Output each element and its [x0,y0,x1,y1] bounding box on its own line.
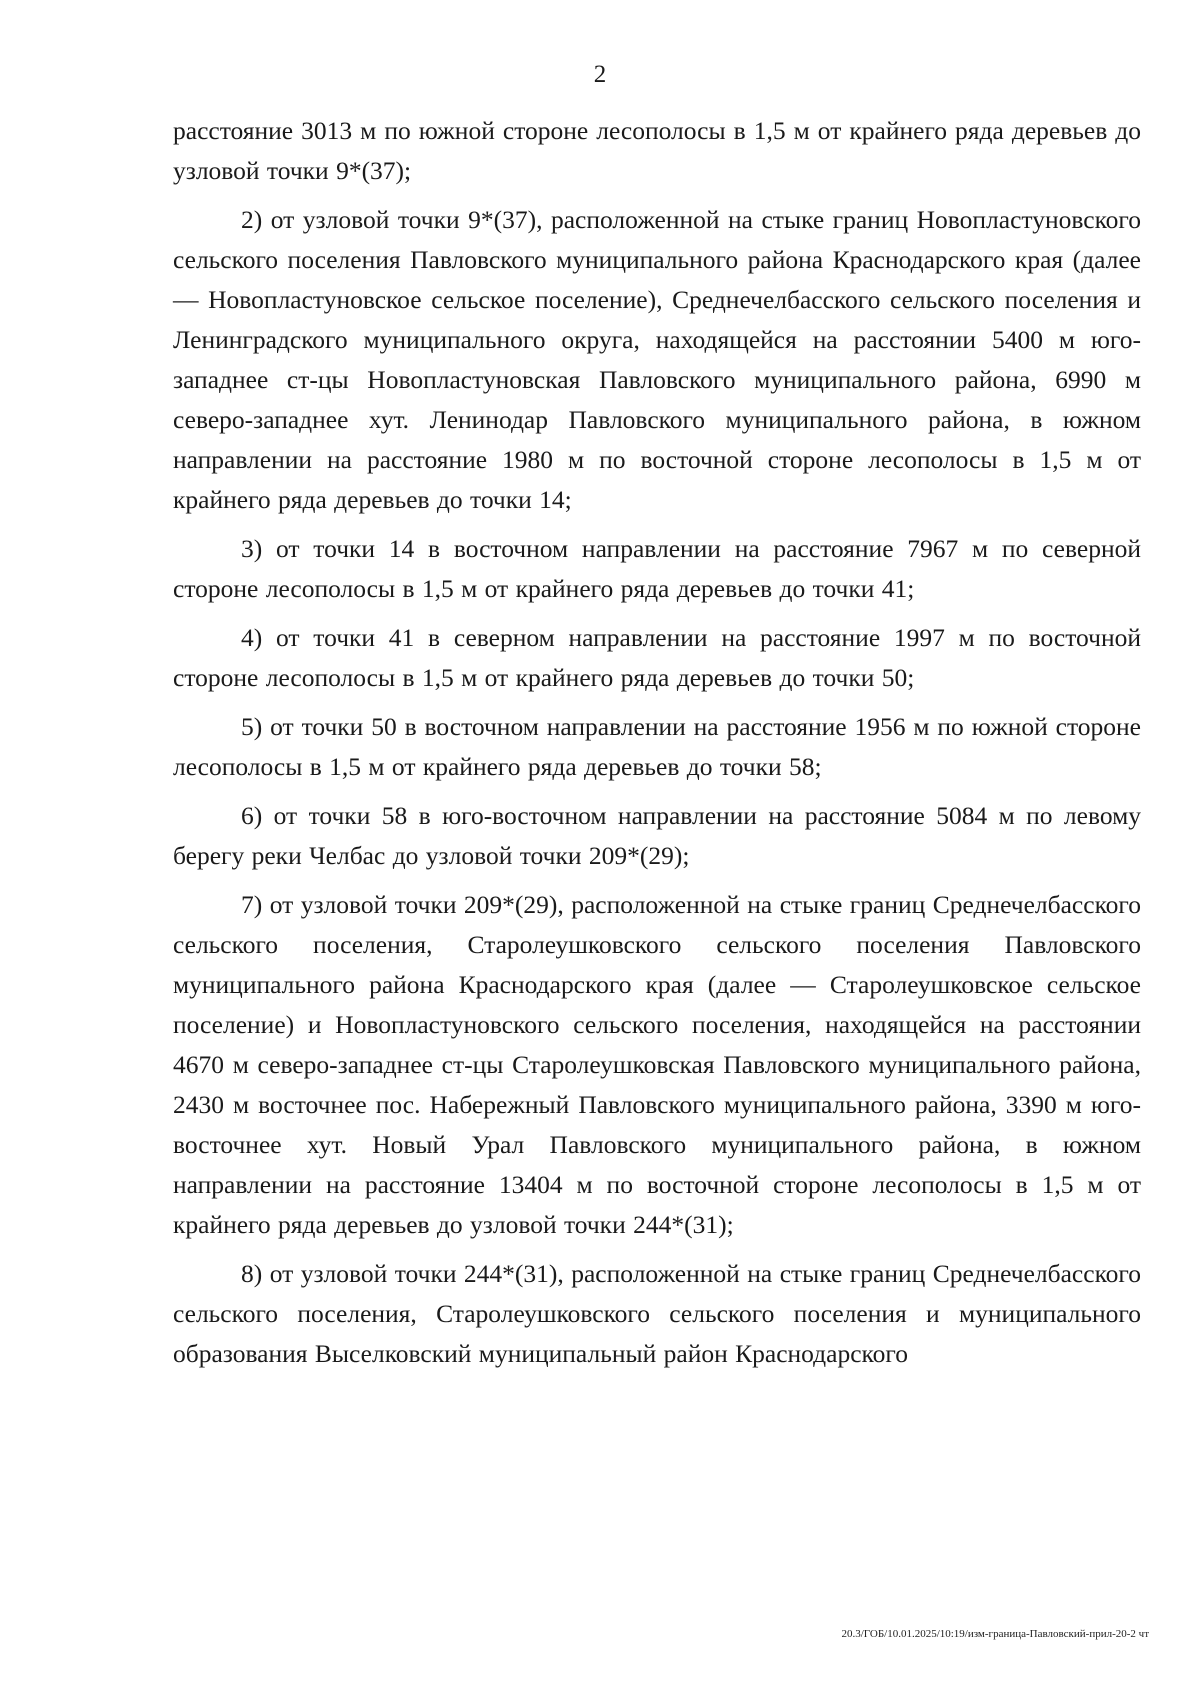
document-footer-code: 20.3/ГОБ/10.01.2025/10:19/изм-граница-Павловский-прил-20-2 чт [841,1628,1149,1640]
page-number: 2 [593,61,607,88]
paragraph-continuation: расстояние 3013 м по южной стороне лесополосы в 1,5 м от крайнего ряда деревьев до узловой точки 9*(37); [173,116,1141,185]
paragraph-item-7: 7) от узловой точки 209*(29), расположенной на стыке границ Среднечелбасского сельского поселения, Старолеушковского сельского поселения Павловского муниципального района Краснодарского края (далее — Старолеушковское сельское поселение) и Новопластуновского сельского поселения, находящейся на расстоянии 4670 м северо-западнее ст-цы Старолеушковская Павловского муниципального района, 2430 м восточнее пос. Набережный Павловского муниципального района, 3390 м юго-восточнее хут. Новый Урал Павловского муниципального района, в южном направлении на расстояние 13404 м по восточной стороне лесополосы в 1,5 м от крайнего ряда деревьев до узловой точки 244*(31); [173,890,1141,1239]
paragraph-item-4: 4) от точки 41 в северном направлении на расстояние 1997 м по восточной стороне лесополосы в 1,5 м от крайнего ряда деревьев до точки 50; [173,623,1141,692]
paragraph-item-2: 2) от узловой точки 9*(37), расположенной на стыке границ Новопластуновского сельского поселения Павловского муниципального района Краснодарского края (далее — Новопластуновское сельское поселение), Среднечелбасского сельского поселения и Ленинградского муниципального округа, находящейся на расстоянии 5400 м юго-западнее ст-цы Новопластуновская Павловского муниципального района, 6990 м северо-западнее хут. Ленинодар Павловского муниципального района, в южном направлении на расстояние 1980 м по восточной стороне лесополосы в 1,5 м от крайнего ряда деревьев до точки 14; [173,205,1141,514]
paragraph-item-6: 6) от точки 58 в юго-восточном направлении на расстояние 5084 м по левому берегу реки Челбас до узловой точки 209*(29); [173,801,1141,870]
document-body [173,111,1141,1374]
paragraph-item-5: 5) от точки 50 в восточном направлении на расстояние 1956 м по южной стороне лесополосы в 1,5 м от крайнего ряда деревьев до точки 58; [173,712,1141,781]
paragraph-item-8: 8) от узловой точки 244*(31), расположенной на стыке границ Среднечелбасского сельского поселения, Старолеушковского сельского поселения и муниципального образования Выселковский муниципальный район Краснодарского [173,1259,1141,1368]
paragraph-item-3: 3) от точки 14 в восточном направлении на расстояние 7967 м по северной стороне лесополосы в 1,5 м от крайнего ряда деревьев до точки 41; [173,534,1141,603]
